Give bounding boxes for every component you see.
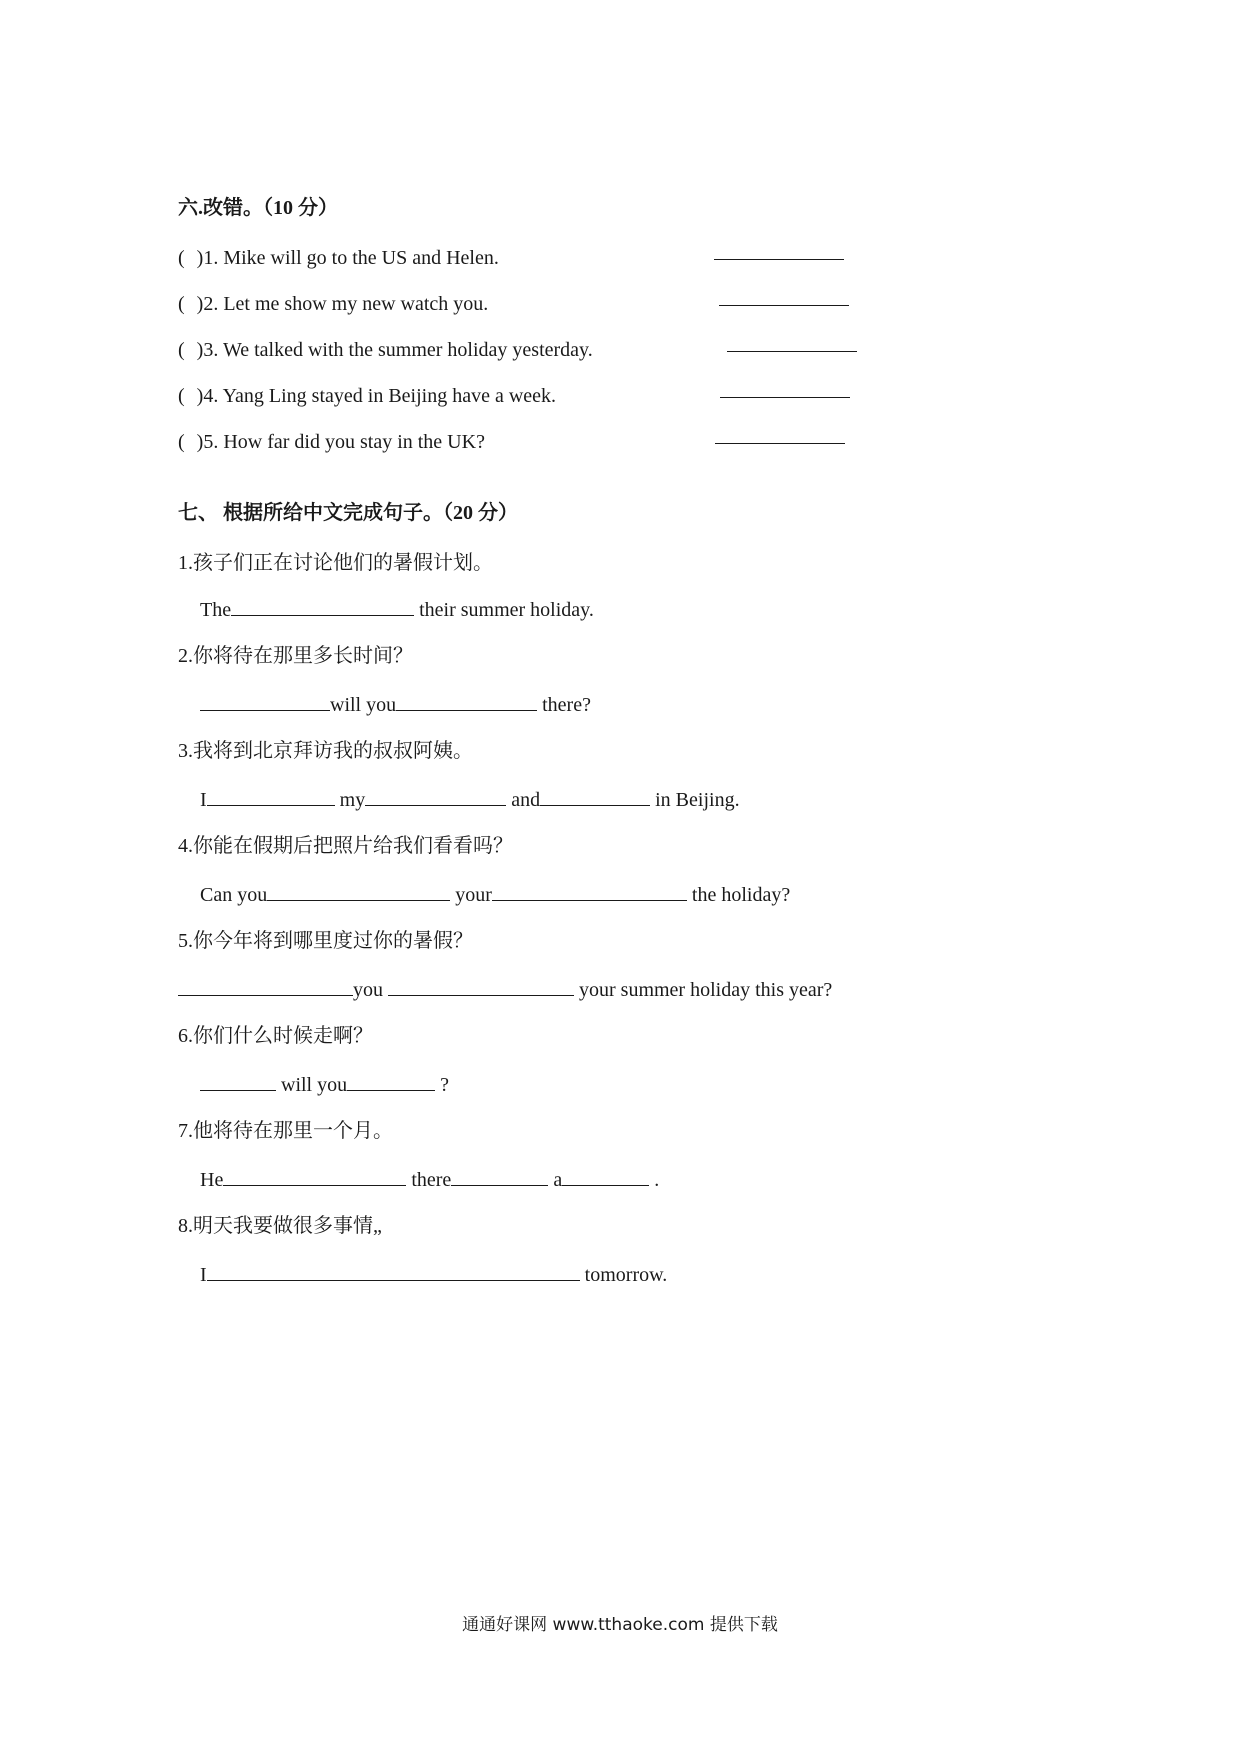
answer-text: your bbox=[450, 884, 492, 906]
fill-blank[interactable] bbox=[200, 1072, 276, 1091]
fill-blank[interactable] bbox=[562, 1167, 649, 1186]
answer-text: will you bbox=[276, 1074, 348, 1096]
section7-answer-3 bbox=[200, 787, 740, 813]
answer-text: my bbox=[334, 789, 366, 811]
fill-blank[interactable] bbox=[207, 1262, 580, 1281]
answer-text: I bbox=[200, 789, 207, 811]
section6-item-4 bbox=[178, 383, 556, 409]
section7-answer-1 bbox=[200, 597, 594, 623]
answer-text: a bbox=[548, 1169, 563, 1191]
paren-open: ( bbox=[178, 431, 185, 453]
answer-line-3[interactable] bbox=[727, 351, 857, 352]
paren-open: ( bbox=[178, 339, 185, 361]
answer-text: Can you bbox=[200, 884, 268, 906]
answer-text: The bbox=[200, 599, 232, 621]
section7-answer-4 bbox=[200, 882, 790, 908]
section6-item-3 bbox=[178, 337, 593, 363]
fill-blank[interactable] bbox=[200, 692, 330, 711]
section7-prompt-6: 6.你们什么时候走啊？ bbox=[178, 1025, 373, 1047]
fill-blank[interactable] bbox=[365, 787, 506, 806]
answer-line-4[interactable] bbox=[720, 397, 850, 398]
section6-item-1 bbox=[178, 245, 499, 271]
fill-blank[interactable] bbox=[178, 977, 353, 996]
fill-blank[interactable] bbox=[231, 597, 414, 616]
paren-open: ( bbox=[178, 385, 185, 407]
answer-text: tomorrow. bbox=[579, 1264, 668, 1286]
section7-answer-7 bbox=[200, 1167, 659, 1193]
section6-item-5 bbox=[178, 429, 485, 455]
answer-text: the holiday? bbox=[686, 884, 791, 906]
fill-blank[interactable] bbox=[267, 882, 450, 901]
answer-line-1[interactable] bbox=[714, 259, 844, 260]
answer-line-5[interactable] bbox=[715, 443, 845, 444]
item-text: )4. Yang Ling stayed in Beijing have a week. bbox=[196, 385, 557, 407]
answer-text: will you bbox=[330, 694, 397, 716]
answer-text: He bbox=[200, 1169, 224, 1191]
section7-answer-2 bbox=[200, 692, 591, 718]
section7-prompt-3: 3.我将到北京拜访我的叔叔阿姨。 bbox=[178, 740, 473, 762]
item-text: )2. Let me show my new watch you. bbox=[196, 293, 489, 315]
answer-text: there bbox=[406, 1169, 452, 1191]
fill-blank[interactable] bbox=[492, 882, 687, 901]
answer-text: I bbox=[200, 1264, 207, 1286]
paren-open: ( bbox=[178, 293, 185, 315]
section7-answer-8 bbox=[200, 1262, 667, 1288]
answer-text: you bbox=[353, 979, 388, 1001]
fill-blank[interactable] bbox=[451, 1167, 548, 1186]
fill-blank[interactable] bbox=[388, 977, 574, 996]
answer-text: ? bbox=[435, 1074, 450, 1096]
fill-blank[interactable] bbox=[540, 787, 650, 806]
page-footer: 通通好课网 www.tthaoke.com 提供下载 bbox=[462, 1615, 778, 1635]
answer-text: and bbox=[506, 789, 541, 811]
fill-blank[interactable] bbox=[347, 1072, 435, 1091]
section7-answer-5 bbox=[178, 977, 832, 1003]
section7-prompt-1: 1.孩子们正在讨论他们的暑假计划。 bbox=[178, 552, 493, 574]
item-text: )5. How far did you stay in the UK? bbox=[196, 431, 485, 453]
section7-prompt-7: 7.他将待在那里一个月。 bbox=[178, 1120, 393, 1142]
item-text: )3. We talked with the summer holiday yesterday. bbox=[196, 339, 593, 361]
section6-title: 六.改错。（10 分） bbox=[178, 197, 338, 219]
answer-text: their summer holiday. bbox=[414, 599, 594, 621]
fill-blank[interactable] bbox=[396, 692, 537, 711]
section7-title: 七、 根据所给中文完成句子。（20 分） bbox=[178, 502, 518, 524]
fill-blank[interactable] bbox=[207, 787, 335, 806]
answer-text: your summer holiday this year? bbox=[574, 979, 833, 1001]
answer-text: . bbox=[649, 1169, 660, 1191]
section7-prompt-2: 2.你将待在那里多长时间？ bbox=[178, 645, 413, 667]
answer-text: there? bbox=[537, 694, 591, 716]
section7-prompt-5: 5.你今年将到哪里度过你的暑假？ bbox=[178, 930, 473, 952]
answer-text: in Beijing. bbox=[650, 789, 740, 811]
fill-blank[interactable] bbox=[223, 1167, 406, 1186]
section7-prompt-4: 4.你能在假期后把照片给我们看看吗？ bbox=[178, 835, 513, 857]
section7-prompt-8: 8.明天我要做很多事情„ bbox=[178, 1215, 382, 1237]
paren-open: ( bbox=[178, 247, 185, 269]
section7-answer-6 bbox=[200, 1072, 449, 1098]
item-text: )1. Mike will go to the US and Helen. bbox=[196, 247, 499, 269]
section6-item-2 bbox=[178, 291, 488, 317]
answer-line-2[interactable] bbox=[719, 305, 849, 306]
